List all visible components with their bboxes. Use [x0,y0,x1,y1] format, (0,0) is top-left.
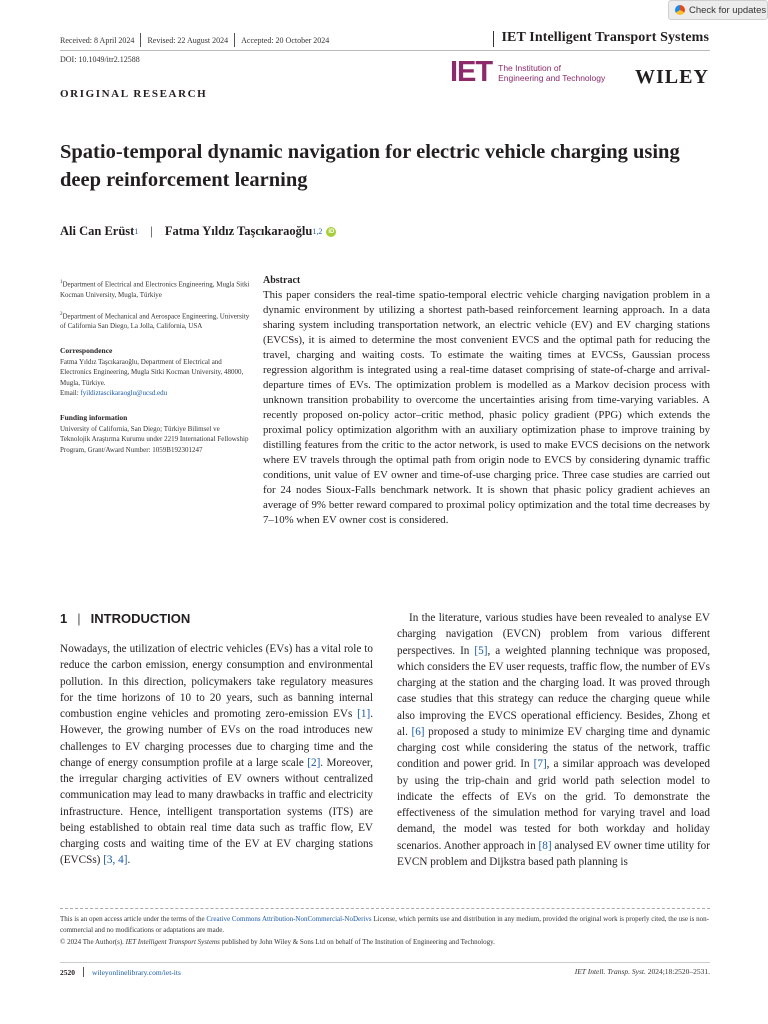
abstract-heading: Abstract [263,275,301,286]
email-link[interactable]: fyildiztascikaraoglu@ucsd.edu [80,389,168,398]
intro-left-column [60,641,373,869]
author-affiliation-ref[interactable]: 1 [134,227,139,236]
intro-right-column [397,610,710,870]
abstract-text: This paper considers the real-time spatio-temporal electric vehicle charging navigation problem in a dynamic environment by utilizing a shortest path-based reinforcement learning approach. In a data sharing system including transportation network, an electric vehicle (EV) and EV charging stations (EVCSs), it is aimed to determine the most convenient EVCS and the optimal path for reducing the travel, charging and waiting costs. To estimate the waiting times at EVCSs, Gaussian process regression algorithm is integrated using a real-time dataset comprising of state-of-charge and arrival-departure times of EVs. The optimization problem is modelled as a Markov decision process with unknown transition probability to overcome the uncertainties arising from time-varying variables. A recently proposed on-policy actor–critic method, phasic policy gradient (PPG) which extends the proximal policy optimization algorithm with an auxiliary optimization phase to improve training by distilling features from the critic to the actor network, is used to make EVCS decisions on the network where EV travels through the optimal path from origin node to EVCS by considering dynamic traffic conditions, unit value of EV owner and time-of-use charging price. Three case studies are carried out for 24 nodes Sioux-Falls benchmark network. It is shown that phasic policy gradient achieves an average of 9% better reward compared to proximal policy optimization and the total time decreases by 7–10% when EV owner cost is considered. [263,289,710,526]
journal-name: IET Intelligent Transport Systems [501,30,709,45]
affiliation-2: $^2$Department of Mechanical and Aerospace Engineering, University of California San Diego, La Jolla, California, USA [60,311,250,331]
body-text: proposed a study to minimize EV charging time and dynamic charging cost while considering the status of the network, traffic condition and power grid. In [397,725,710,771]
citation-link[interactable]: [8] [538,839,552,852]
body-text: , a weighted planning technique was proposed, which considers the EV user requests, traffic flow, the number of EVs charging at the station and the charging load. It was proved through case studies that this strategy can reduce the charging queue while also improving the EVCS operational efficiency. Besides, Zhong et al. [397,644,710,738]
affiliation-1: $^1$Department of Electrical and Electronics Engineering, Mugla Sitki Kocman University, Mugla, Türkiye [60,280,250,299]
license-footer: This is an open access article under the terms of the Creative Commons Attribution-NonCommercial-NoDerivs License, which permits use and distribution in any medium, provided the original work is properly cited, the use is non-commercial and no modifications or adaptations are made. © 2024 The Author(s). IET Intelligent Transport Systems published by John Wiley & Sons Ltd on behalf of The Institution of Engineering and Technology. [60,915,709,946]
citation-link[interactable]: [5] [474,644,488,657]
page-number: 2520 [60,967,75,977]
body-text: analysed EV owner time utility for EVCN problem and Dijkstra based path planning is [397,839,711,868]
journal-url[interactable]: wileyonlinelibrary.com/iet-its [92,967,181,977]
citation-link[interactable]: [1] [357,708,371,720]
author-affiliation-ref[interactable]: 1,2 [312,227,323,236]
body-text: . Moreover, the irregular charging activities of EV owners without centralized communication may lead to many drawbacks in traffic and electricity infrastructure. Hence, intelligent transportation systems (ITS) are being established to obtain real time data such as traffic flow, EV charging costs and waiting time of the EV at EV charging stations (EVCSs) [60,756,373,867]
iet-name: The Institution of Engineering and Technology [498,62,606,83]
correspondence-heading: Correspondence [60,346,113,356]
citation-link[interactable]: [2] [307,756,321,769]
citation: IET Intell. Transp. Syst. 2024;18:2520–2531. [574,967,710,976]
citation-link[interactable]: [3, 4] [103,854,128,867]
body-text: In the literature, various studies have been revealed to analyse EV charging navigation (EVCN) problem from various different perspectives. In [397,612,710,657]
revised-date: Revised: 22 August 2024 [147,35,229,45]
funding: Funding information University of California, San Diego; Türkiye Bilimsel ve Teknolojik Araştırma Kurumu under 2219 International Fellowship Program, Grant/Award Number: 1059B192301247 [60,413,249,454]
article-type: ORIGINAL RESEARCH [60,88,208,100]
check-for-updates-label: Check for updates [689,4,767,16]
wiley-logo: WILEY [635,66,709,88]
citation-link[interactable]: [6] [411,725,425,738]
crossmark-icon [675,5,685,15]
author-list: Ali Can Erüst 1 | Fatma Yıldız Taşcıkaraoğlu 1,2 iD [60,224,335,238]
section-heading: 1 | INTRODUCTION [60,611,191,626]
page-footer [60,967,181,977]
footer-divider [60,908,710,909]
abstract [263,275,710,528]
author-name[interactable]: Ali Can Erüst [60,224,135,238]
license-link[interactable]: Creative Commons Attribution-NonCommercial-NoDerivs [206,915,372,923]
orcid-icon[interactable]: iD [328,228,335,235]
check-for-updates-button[interactable] [668,0,768,20]
iet-mark: IET [450,56,493,88]
article-title: Spatio-temporal dynamic navigation for electric vehicle charging using deep reinforcement learning [60,141,680,191]
doi[interactable]: DOI: 10.1049/itr2.12588 [60,55,140,64]
page-footer-divider [60,962,710,963]
body-text: . However, the growing number of EVs on the road introduces new challenges to EV charging processes due to charging time and the change of energy consumption profile at a large scale [60,708,373,769]
body-text: Nowadays, the utilization of electric vehicles (EVs) has a vital role to reduce the carbon emission, energy consumption and environmental pollution. In this direction, policymakers take regulatory measures for the time horizons of 10 to 20 years, such as banning internal combustion engine vehicles and promoting zero-emission EVs [60,643,373,720]
iet-logo [450,58,605,87]
header-divider [60,50,710,51]
funding-heading: Funding information [60,413,128,422]
citation-link[interactable]: [7] [533,758,547,771]
received-date: Received: 8 April 2024 [60,35,135,45]
sidebar-info [60,278,250,464]
correspondence: Correspondence Fatma Yıldız Taşcıkaraoğlu, Department of Electrical and Electronics Engineering, Mugla Sitki Kocman University, 48000, Mugla, Türkiye. Email: fyildiztascikaraoglu@ucsd.edu [60,346,244,398]
article-dates [60,33,329,47]
author-name[interactable]: Fatma Yıldız Taşcıkaraoğlu [164,224,313,238]
accepted-date: Accepted: 20 October 2024 [241,35,330,45]
body-text: . [127,854,131,867]
body-text: , a similar approach was developed by using the trip-chain and grid world path selection model to indicate the effects of EVs on the grid. To demonstrate the effectiveness of the simulation method for varying travel and load demand, the model was tested for both workday and holiday scenarios. Another approach in [397,758,710,852]
